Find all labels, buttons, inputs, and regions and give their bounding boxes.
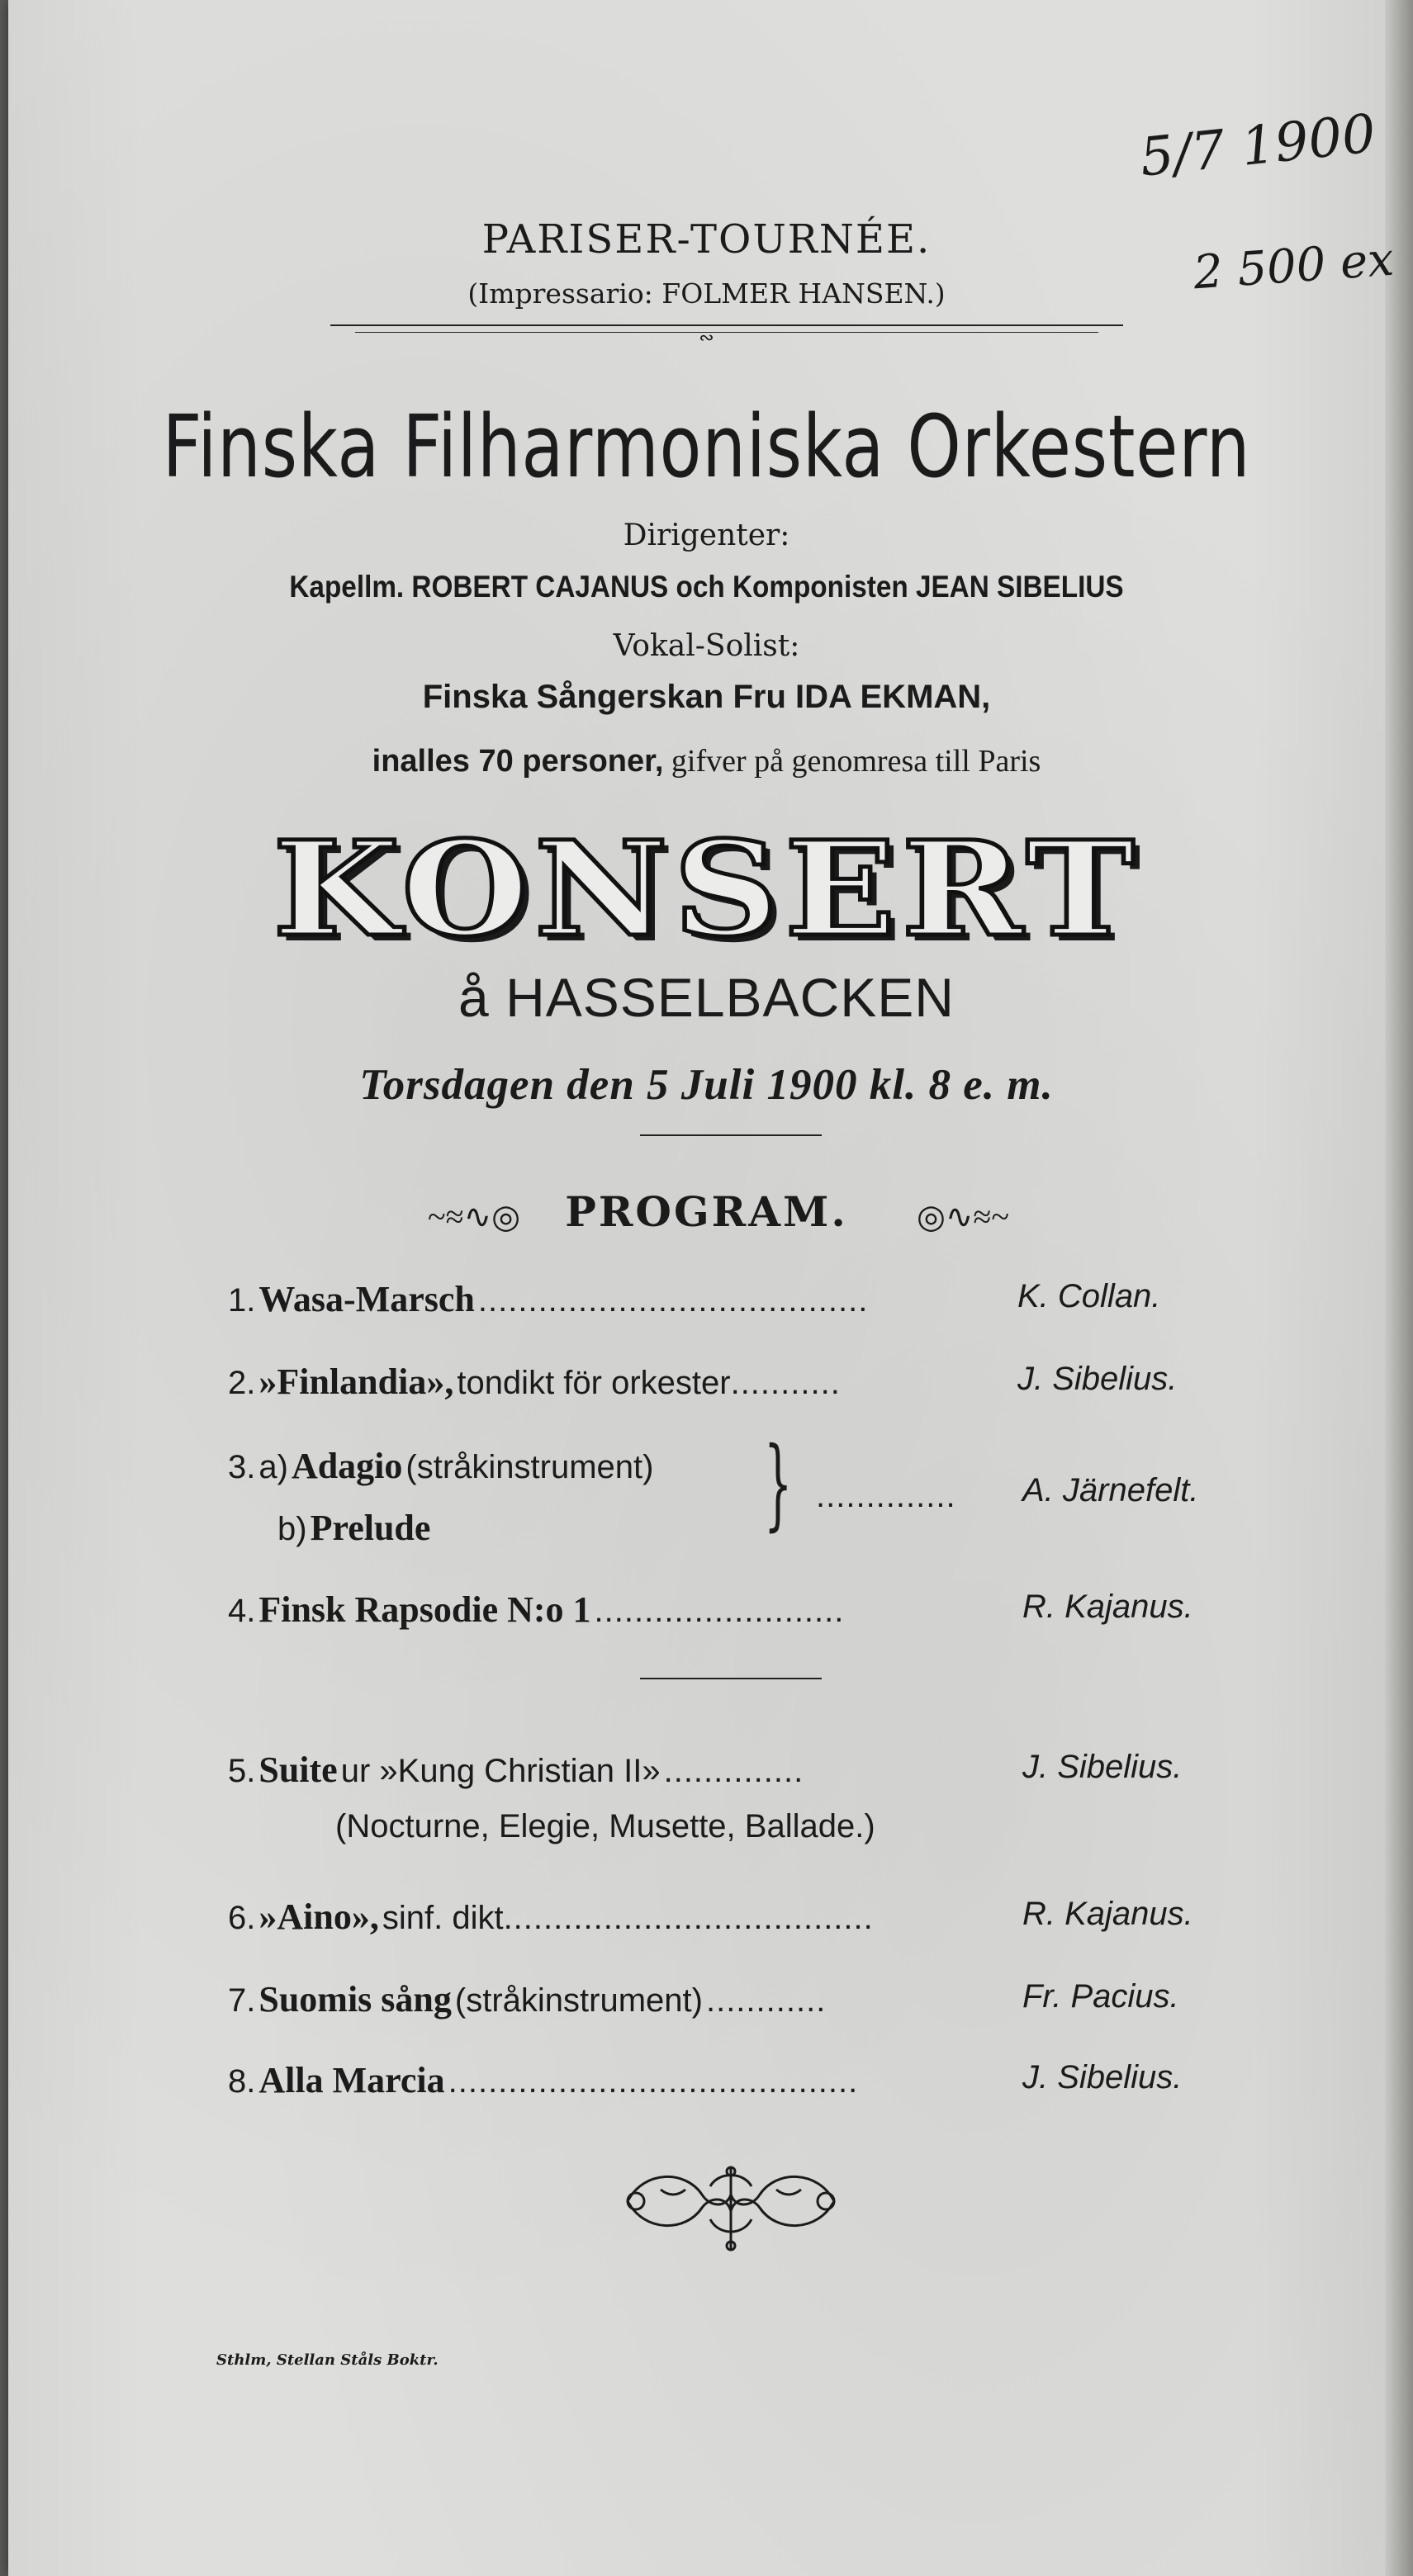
header-rule <box>330 324 1123 326</box>
item-movements: (Nocturne, Elegie, Musette, Ballade.) <box>335 1808 875 1844</box>
item-number: 7. <box>228 1982 256 2019</box>
conductors-label: Dirigenter: <box>623 519 790 552</box>
item-number: 3. <box>228 1449 256 1485</box>
leader-dots: ....................................... <box>477 1282 869 1319</box>
date-time: Torsdagen den 5 Juli 1900 kl. 8 e. m. <box>359 1061 1054 1109</box>
item-description: (stråkinstrument) <box>454 1982 703 2019</box>
right-swirl-icon: ◎∿≈~ <box>917 1198 1010 1235</box>
persons-line <box>0 743 1413 779</box>
printer-credit: Sthlm, Stellan Ståls Boktr. <box>216 2351 439 2369</box>
item-title: »Finlandia», <box>258 1361 454 1402</box>
item-title: Wasa-Marsch <box>258 1279 475 1319</box>
leader-dots: ......................................... <box>448 2063 859 2100</box>
persons-rest: gifver på genomresa till Paris <box>671 744 1041 779</box>
item-number: 1. <box>228 1282 256 1319</box>
leader-dots: .............. <box>816 1478 956 1514</box>
intermission-rule <box>640 1678 822 1679</box>
item-composer: J. Sibelius. <box>1017 1361 1178 1397</box>
item-title: Alla Marcia <box>258 2060 445 2100</box>
leader-dots: ........... <box>730 1365 841 1401</box>
item-number: 6. <box>228 1900 256 1936</box>
item-number: 2. <box>228 1365 256 1401</box>
item-title: »Aino», <box>258 1896 379 1937</box>
item-composer: J. Sibelius. <box>1022 1749 1183 1785</box>
item-number: 8. <box>228 2063 256 2100</box>
item-composer: K. Collan. <box>1017 1278 1161 1314</box>
leader-dots: .............. <box>663 1753 804 1789</box>
closing-ornament-icon <box>611 2153 851 2261</box>
left-swirl-icon: ~≈∿◎ <box>428 1198 521 1235</box>
program-item-3a <box>228 1445 653 1487</box>
item-composer: A. Järnefelt. <box>1022 1472 1199 1508</box>
item-number: 5. <box>228 1753 256 1789</box>
item-number: 4. <box>228 1593 256 1629</box>
program-heading: PROGRAM. <box>565 1187 848 1236</box>
item-sublabel: a) <box>258 1449 288 1485</box>
item-sublabel: b) <box>277 1511 307 1547</box>
conductors: Kapellm. ROBERT CAJANUS och Komponisten JEAN SIBELIUS <box>289 570 1124 604</box>
page-edge <box>1385 0 1413 2576</box>
item-composer: R. Kajanus. <box>1022 1589 1193 1625</box>
program-item-8 <box>228 2059 858 2101</box>
tour-title: PARISER-TOURNÉE. <box>481 216 932 263</box>
item-composer: J. Sibelius. <box>1022 2059 1183 2095</box>
leader-dots: ............ <box>705 1982 827 2019</box>
program-item-3b <box>277 1507 430 1549</box>
item-description: sinf. dikt <box>382 1900 504 1936</box>
orchestra-name: Finska Filharmoniska Orkestern <box>162 396 1251 497</box>
header-flourish: ∾ <box>699 327 714 348</box>
item-composer: R. Kajanus. <box>1022 1896 1193 1932</box>
handwritten-amount: 2 500 ex <box>1192 232 1396 301</box>
persons-count: inalles 70 personer, <box>372 744 664 779</box>
item-title: Suite <box>258 1750 338 1790</box>
program-item-4 <box>228 1589 844 1631</box>
item-composer: Fr. Pacius. <box>1022 1978 1179 2015</box>
impresario: (Impressario: FOLMER HANSEN.) <box>467 277 946 310</box>
program-item-6 <box>228 1896 874 1938</box>
item-description: tondikt för orkester <box>457 1365 731 1401</box>
section-rule <box>640 1134 822 1136</box>
item-description: (stråkinstrument) <box>405 1449 654 1485</box>
program-item-7 <box>228 1978 826 2020</box>
event-title: KONSERT <box>273 813 1140 966</box>
venue: å HASSELBACKEN <box>458 967 955 1028</box>
leader-dots: ......................... <box>594 1593 845 1629</box>
item-title: Adagio <box>291 1446 403 1486</box>
singer: Finska Sångerskan Fru IDA EKMAN, <box>422 679 991 715</box>
vocal-soloist-label: Vokal-Solist: <box>613 629 800 663</box>
program-item-2 <box>228 1361 841 1403</box>
item-title: Finsk Rapsodie N:o 1 <box>258 1589 591 1630</box>
item-title: Suomis sång <box>258 1979 452 2020</box>
program-item-1 <box>228 1278 868 1320</box>
item-title: Prelude <box>310 1508 431 1548</box>
item-description: ur »Kung Christian II» <box>340 1753 661 1789</box>
program-item-5 <box>228 1749 804 1791</box>
handwritten-date: 5/7 1900 <box>1136 103 1379 189</box>
grouping-brace: } <box>764 1427 793 1541</box>
leader-dots: ..................................... <box>503 1900 874 1936</box>
